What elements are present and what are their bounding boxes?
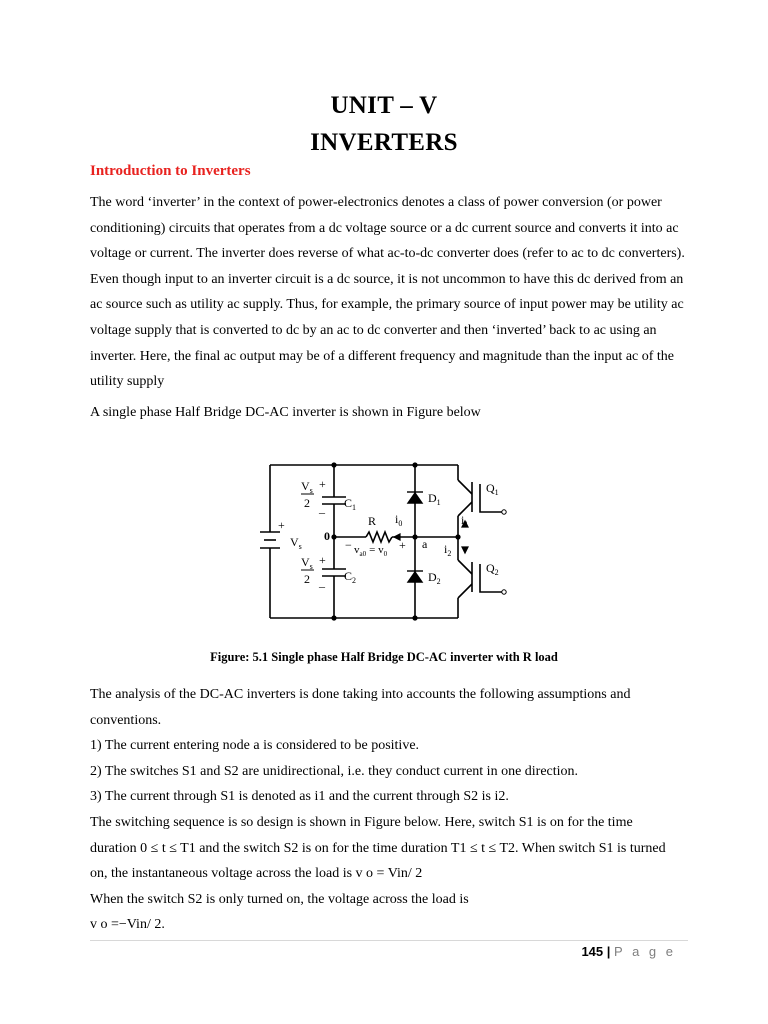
chapter-title: INVERTERS bbox=[310, 129, 458, 156]
node-a-label: a bbox=[422, 537, 428, 551]
analysis-line: duration 0 ≤ t ≤ T1 and the switch S2 is on for the time duration T1 ≤ t ≤ T2. When switch S1 is turned bbox=[90, 840, 666, 856]
svg-text:va0= v0 bbox=[354, 544, 388, 558]
vs-sub: s bbox=[298, 542, 302, 551]
q1-label: Q bbox=[486, 481, 495, 495]
d1-label: D bbox=[428, 491, 437, 505]
i1-label: i bbox=[461, 513, 465, 527]
intro-line: ac source such as utility ac supply. Thus, for example, the primary source of input power may be utility ac bbox=[90, 297, 684, 313]
vo-sub: 0 bbox=[383, 550, 388, 558]
svg-text:C2 bbox=[344, 569, 356, 585]
analysis-line: on, the instantaneous voltage across the load is v o = Vin/ 2 bbox=[90, 866, 423, 882]
vs-half-sub-2: s bbox=[309, 562, 313, 571]
q1-sub: 1 bbox=[494, 488, 499, 497]
footer-separator: | bbox=[606, 944, 611, 959]
two-label: 2 bbox=[304, 496, 310, 510]
io-sub: 0 bbox=[398, 519, 403, 528]
half-bridge-circuit-diagram bbox=[258, 460, 518, 625]
q2-sub: 2 bbox=[494, 568, 499, 577]
c2-sub: 2 bbox=[352, 576, 357, 585]
plus-label-2: + bbox=[319, 553, 326, 567]
d2-label: D bbox=[428, 570, 437, 584]
svg-text:D1 bbox=[428, 491, 441, 507]
intro-line: conditioning) circuits that operates from a dc voltage source or a dc current source and converts it into ac bbox=[90, 220, 679, 236]
vs-half-label: V bbox=[301, 479, 310, 493]
plus-label: + bbox=[319, 477, 326, 491]
i2-sub: 2 bbox=[447, 549, 452, 558]
intro-line: voltage supply that is converted to dc by an ac to dc converter and then ‘inverted’ back to ac using an bbox=[90, 322, 657, 338]
svg-text:i2 bbox=[444, 542, 451, 558]
svg-text:Q2 bbox=[486, 561, 499, 577]
analysis-line: v o =−Vin/ 2. bbox=[90, 917, 165, 933]
vs-half-sub: s bbox=[309, 486, 313, 495]
section-heading: Introduction to Inverters bbox=[90, 163, 251, 179]
source-plus-label: + bbox=[278, 518, 285, 532]
intro-line: The word ‘inverter’ in the context of power-electronics denotes a class of power conversion (or power bbox=[90, 195, 662, 210]
intro-paragraph bbox=[90, 190, 690, 395]
intro-line: inverter. Here, the final ac output may be of a different frequency and magnitude than the input ac of the bbox=[90, 348, 675, 364]
eq-vo-label: = v bbox=[369, 544, 384, 556]
svg-text:i0 bbox=[395, 512, 402, 528]
footer-divider bbox=[90, 940, 688, 941]
unit-title: UNIT – V bbox=[330, 92, 438, 119]
load-plus-label: + bbox=[399, 538, 406, 552]
c1-label: C bbox=[344, 496, 353, 510]
vs-half-label-2: V bbox=[301, 555, 310, 569]
analysis-line: When the switch S2 is only turned on, the voltage across the load is bbox=[90, 891, 469, 907]
vs-label: V bbox=[290, 535, 299, 549]
svg-text:Vs bbox=[290, 535, 302, 551]
svg-text:Vs bbox=[301, 479, 313, 495]
c1-sub: 1 bbox=[352, 503, 357, 512]
svg-text:Vs bbox=[301, 555, 313, 571]
figure-intro bbox=[90, 400, 690, 426]
svg-text:Q1 bbox=[486, 481, 499, 497]
i2-label: i bbox=[444, 542, 448, 556]
page-label: P a g e bbox=[614, 944, 676, 959]
vao-label: v bbox=[354, 544, 360, 556]
analysis-paragraph bbox=[90, 682, 690, 938]
resistor-label: R bbox=[368, 514, 377, 528]
intro-line: utility supply bbox=[90, 374, 165, 390]
analysis-line: The analysis of the DC-AC inverters is done taking into accounts the following assumptions and bbox=[90, 687, 631, 702]
analysis-line: 2) The switches S1 and S2 are unidirectional, i.e. they conduct current in one direction. bbox=[90, 763, 579, 779]
figure-intro-text: A single phase Half Bridge DC-AC inverter is shown in Figure below bbox=[90, 405, 481, 420]
vao-sub: a0 bbox=[359, 550, 367, 558]
analysis-line: conventions. bbox=[90, 712, 162, 728]
i1-sub: 1 bbox=[464, 520, 469, 529]
load-minus-label: − bbox=[345, 538, 352, 552]
minus-label-2: _ bbox=[319, 575, 325, 589]
svg-text:C1 bbox=[344, 496, 356, 512]
page-footer bbox=[581, 944, 676, 959]
analysis-line: 3) The current through S1 is denoted as i1 and the current through S2 is i2. bbox=[90, 789, 509, 805]
analysis-line: 1) The current entering node a is considered to be positive. bbox=[90, 738, 420, 754]
d1-sub: 1 bbox=[436, 498, 441, 507]
analysis-line: The switching sequence is so design is shown in Figure below. Here, switch S1 is on for the time bbox=[90, 814, 633, 830]
minus-label: _ bbox=[319, 501, 325, 515]
two-label-2: 2 bbox=[304, 572, 310, 586]
d2-sub: 2 bbox=[436, 577, 441, 586]
figure-caption: Figure: 5.1 Single phase Half Bridge DC-AC inverter with R load bbox=[210, 650, 558, 664]
intro-line: voltage or current. The inverter does reverse of what ac-to-dc converter does (refer to ac to dc converters). bbox=[90, 246, 685, 262]
page-number: 145 bbox=[581, 944, 604, 959]
svg-text:D2 bbox=[428, 570, 441, 586]
q2-label: Q bbox=[486, 561, 495, 575]
io-label: i bbox=[395, 512, 399, 526]
intro-line: Even though input to an inverter circuit is a dc source, it is not uncommon to have this dc derived from an bbox=[90, 271, 684, 287]
node-zero-label: 0 bbox=[324, 529, 330, 543]
svg-text:i1 bbox=[461, 513, 468, 529]
c2-label: C bbox=[344, 569, 353, 583]
